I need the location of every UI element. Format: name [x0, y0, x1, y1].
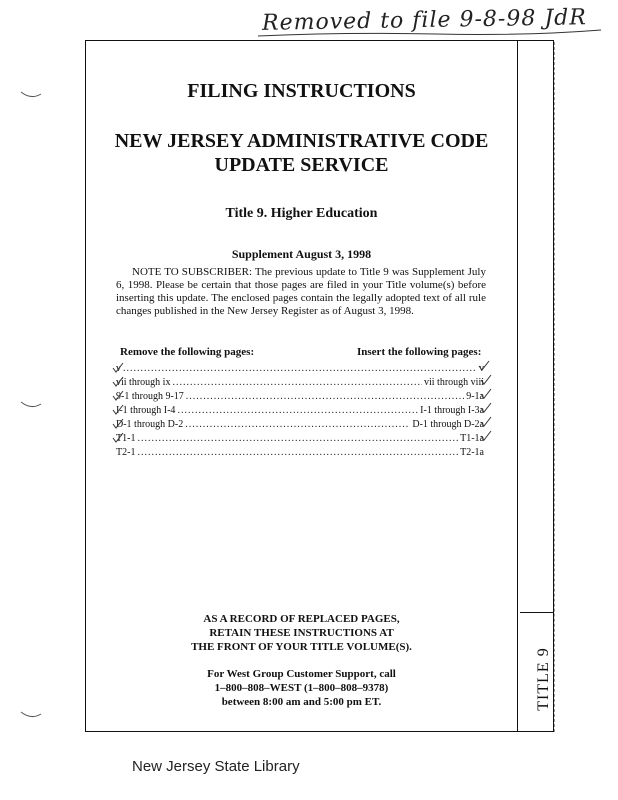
page-row: [116, 362, 484, 376]
note-to-subscriber: [116, 266, 486, 318]
remove-pages: vii through ix: [116, 377, 171, 388]
remove-pages: T2-1: [116, 447, 136, 458]
checkmark-icon: [112, 418, 124, 430]
punch-mark: [20, 400, 42, 410]
remove-pages: T1-1: [116, 433, 136, 444]
insert-pages: D-1 through D-2a: [412, 419, 484, 430]
remove-pages: v: [116, 363, 121, 374]
page-row: [116, 390, 484, 404]
insert-pages: vii through viii: [424, 377, 484, 388]
record-line: THE FRONT OF YOUR TITLE VOLUME(S).: [191, 641, 412, 653]
page-row: [116, 376, 484, 390]
support-line: For West Group Customer Support, call: [207, 668, 396, 680]
checkmark-icon: [112, 362, 124, 374]
leader-dots: [137, 432, 458, 446]
insert-pages: T1-1a: [460, 433, 484, 444]
title-heading: Title 9. Higher Education: [225, 206, 378, 221]
document-subtitle-line2: UPDATE SERVICE: [214, 154, 389, 176]
checkmark-icon: [480, 430, 492, 442]
insert-pages: T2-1a: [460, 447, 484, 458]
spine-fold-line: [554, 42, 557, 732]
handwritten-annotation: Removed to file 9-8-98 JdR: [261, 5, 588, 36]
document-title: FILING INSTRUCTIONS: [187, 80, 416, 102]
checkmark-icon: [112, 390, 124, 402]
insert-pages-header: Insert the following pages:: [357, 346, 482, 358]
remove-pages: I-1 through I-4: [116, 405, 176, 416]
record-line: AS A RECORD OF REPLACED PAGES,: [203, 613, 400, 625]
page-row: [116, 432, 484, 446]
remove-pages: 9-1 through 9-17: [116, 391, 184, 402]
supplement-date: Supplement August 3, 1998: [231, 247, 372, 261]
checkmark-icon: [112, 376, 124, 388]
leader-dots: [123, 362, 477, 376]
page-row: [116, 418, 484, 432]
document-subtitle-line1: NEW JERSEY ADMINISTRATIVE CODE: [114, 130, 489, 152]
leader-dots: [186, 390, 464, 404]
insert-pages: v: [479, 363, 484, 374]
record-instructions: [85, 612, 518, 654]
page-row: [116, 446, 484, 460]
note-text: NOTE TO SUBSCRIBER: The previous update to Title 9 was Supplement July 6, 1998. Please be certain that those pages are filed in your Title volume(s) before inserting this update. The enclosed pages contain the legally adopted text of all rule changes published in the New Jersey Register as of August 3, 1998.: [116, 266, 486, 317]
insert-pages: 9-1a: [466, 391, 484, 402]
checkmark-icon: [480, 374, 492, 386]
punch-mark: [20, 90, 42, 100]
checkmark-icon: [478, 360, 490, 372]
leader-dots: [172, 376, 422, 390]
remove-pages-header: Remove the following pages:: [120, 346, 255, 358]
record-line: RETAIN THESE INSTRUCTIONS AT: [209, 627, 394, 639]
leader-dots: [137, 446, 458, 460]
spine-title-label: TITLE 9: [535, 647, 552, 711]
page-row: [116, 404, 484, 418]
punch-mark: [20, 710, 42, 720]
support-hours: between 8:00 am and 5:00 pm ET.: [221, 696, 382, 708]
checkmark-icon: [480, 416, 492, 428]
customer-support-info: [85, 667, 518, 709]
library-stamp: New Jersey State Library: [132, 758, 300, 775]
checkmark-icon: [112, 404, 124, 416]
checkmark-icon: [112, 432, 124, 444]
insert-pages: I-1 through I-3a: [420, 405, 484, 416]
checkmark-icon: [480, 402, 492, 414]
remove-pages: D-1 through D-2: [116, 419, 184, 430]
support-phone: 1–800–808–WEST (1–800–808–9378): [214, 682, 389, 694]
checkmark-icon: [480, 388, 492, 400]
page-replacement-list: [116, 362, 484, 460]
leader-dots: [185, 418, 410, 432]
leader-dots: [177, 404, 418, 418]
